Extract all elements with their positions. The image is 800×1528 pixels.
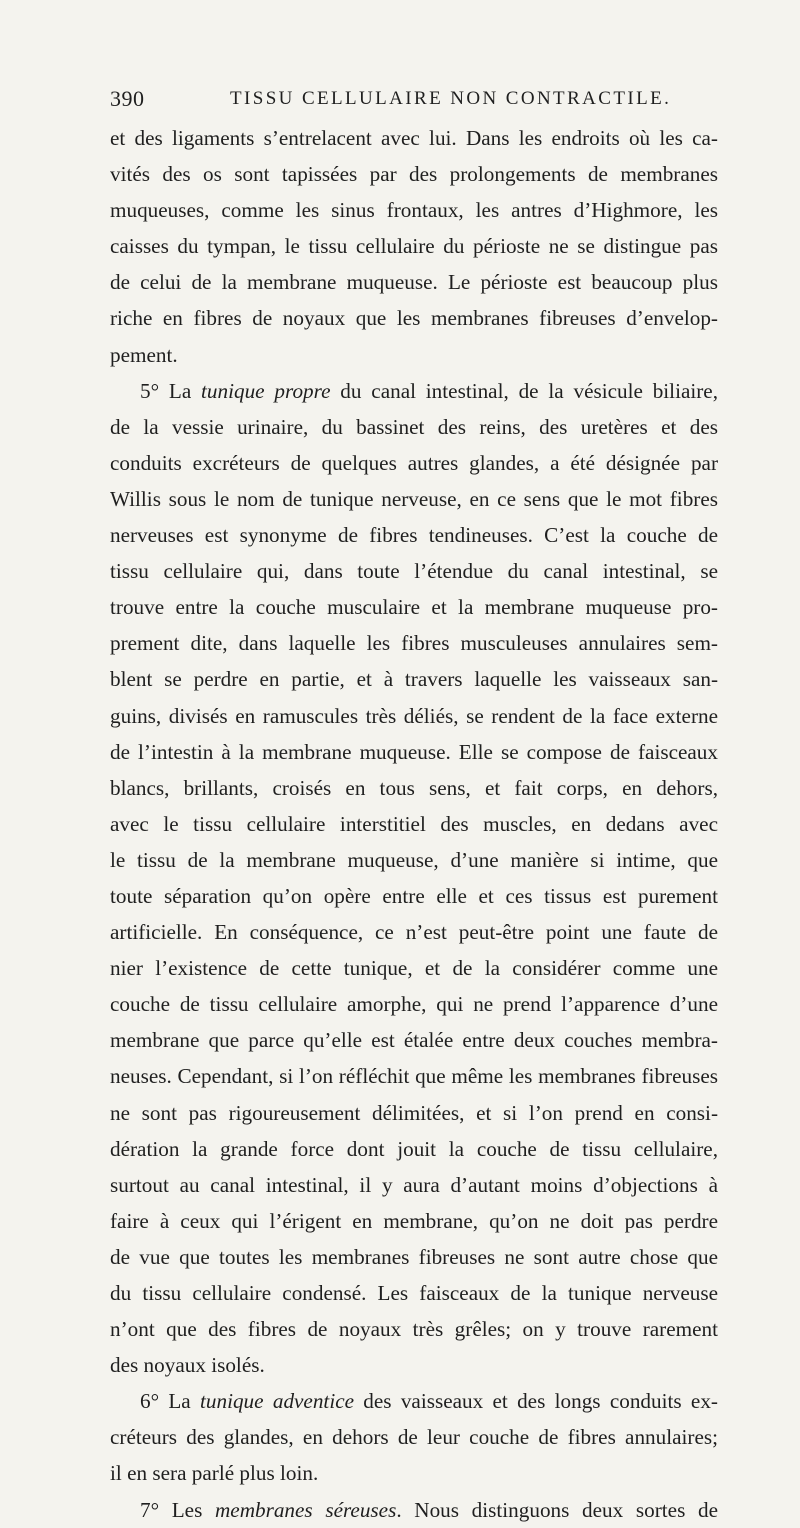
page-number: 390 (110, 86, 145, 111)
text-line: caisses du tympan, le tissu cellulaire du périoste ne se distingue pas (110, 234, 718, 259)
text-line: blancs, brillants, croisés en tous sens, et fait corps, en dehors, (110, 775, 718, 800)
text-line: créteurs des glandes, en dehors de leur couche de fibres annulaires; (110, 1425, 718, 1450)
text-line: 7° Les membranes séreuses. Nous distinguons deux sortes de (140, 1497, 718, 1522)
text-line: prement dite, dans laquelle les fibres musculeuses annulaires sem- (110, 631, 718, 656)
text-line: du tissu cellulaire condensé. Les faisceaux de la tunique nerveuse (110, 1281, 718, 1305)
text-line: muqueuses, comme les sinus frontaux, les antres d’Highmore, les (110, 198, 718, 223)
text-line: n’ont que des fibres de noyaux très grêles; on y trouve rarement (110, 1317, 718, 1342)
running-title: TISSU CELLULAIRE NON CONTRACTILE. (230, 88, 672, 109)
text-line: dération la grande force dont jouit la couche de tissu cellulaire, (110, 1136, 718, 1161)
text-line: couche de tissu cellulaire amorphe, qui ne prend l’apparence d’une (110, 992, 718, 1017)
body-text (110, 120, 718, 1528)
text-line: faire à ceux qui l’érigent en membrane, qu’on ne doit pas perdre (110, 1208, 718, 1233)
text-line: tissu cellulaire qui, dans toute l’étendue du canal intestinal, se (110, 559, 718, 584)
text-line: surtout au canal intestinal, il y aura d’autant moins d’objections à (110, 1172, 718, 1197)
text-line: nier l’existence de cette tunique, et de la considérer comme une (110, 956, 718, 981)
text-line: pement. (110, 342, 178, 367)
text-line: neuses. Cependant, si l’on réfléchit que même les membranes fibreuses (110, 1064, 718, 1089)
text-line: le tissu de la membrane muqueuse, d’une manière si intime, que (110, 847, 718, 872)
text-line: toute séparation qu’on opère entre elle et ces tissus est purement (110, 883, 718, 908)
text-line: de vue que toutes les membranes fibreuses ne sont autre chose que (110, 1244, 718, 1269)
text-line: il en sera parlé plus loin. (110, 1461, 319, 1486)
text-line: guins, divisés en ramuscules très déliés, se rendent de la face externe (110, 703, 718, 728)
text-line: ne sont pas rigoureusement délimitées, et si l’on prend en consi- (110, 1100, 718, 1125)
text-line: avec le tissu cellulaire interstitiel des muscles, en dedans avec (110, 811, 718, 836)
text-line: nerveuses est synonyme de fibres tendineuses. C’est la couche de (110, 523, 718, 548)
text-line: membrane que parce qu’elle est étalée entre deux couches membra- (110, 1028, 718, 1053)
text-line: riche en fibres de noyaux que les membranes fibreuses d’envelop- (110, 306, 718, 331)
text-line: et des ligaments s’entrelacent avec lui. Dans les endroits où les ca- (110, 126, 718, 150)
text-line: vités des os sont tapissées par des prolongements de membranes (110, 162, 718, 187)
text-line: blent se perdre en partie, et à travers laquelle les vaisseaux san- (110, 667, 718, 692)
text-line: des noyaux isolés. (110, 1353, 265, 1378)
text-line: de celui de la membrane muqueuse. Le périoste est beaucoup plus (110, 270, 718, 295)
text-line: trouve entre la couche musculaire et la membrane muqueuse pro- (110, 595, 718, 620)
text-line: 5° La tunique propre du canal intestinal, de la vésicule biliaire, (140, 378, 719, 403)
text-line: artificielle. En conséquence, ce n’est peut-être point une faute de (110, 920, 718, 945)
text-line: 6° La tunique adventice des vaisseaux et des longs conduits ex- (140, 1389, 718, 1414)
text-line: conduits excréteurs de quelques autres glandes, a été désignée par (110, 450, 718, 475)
text-line: de l’intestin à la membrane muqueuse. Elle se compose de faisceaux (110, 739, 718, 764)
text-line: Willis sous le nom de tunique nerveuse, en ce sens que le mot fibres (110, 486, 718, 511)
page-header (110, 86, 712, 116)
text-line: de la vessie urinaire, du bassinet des reins, des uretères et des (110, 414, 718, 439)
